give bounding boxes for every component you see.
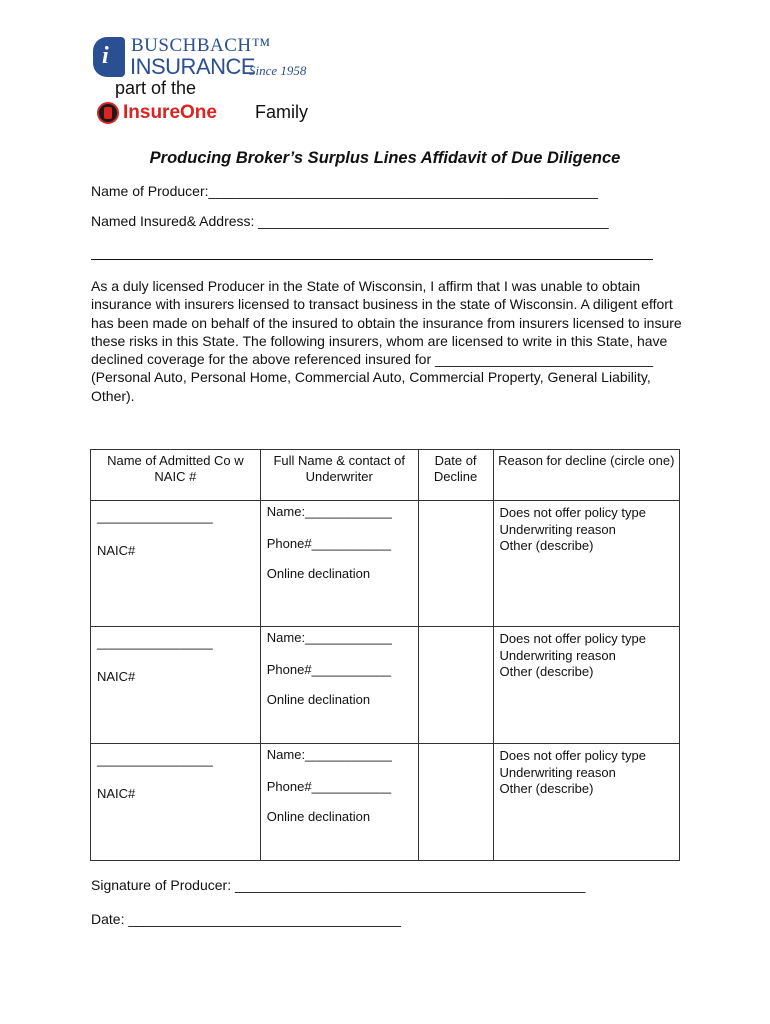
naic-label: NAIC# xyxy=(97,543,136,558)
underwriter-phone-blank[interactable]: Phone#___________ xyxy=(266,536,392,551)
insureone-logo-icon xyxy=(97,102,119,124)
company-name-blank[interactable]: ________________ xyxy=(97,635,213,650)
underwriter-cell[interactable] xyxy=(260,627,418,744)
reason-option-no-policy[interactable]: Does not offer policy type xyxy=(499,631,646,646)
reason-option-other[interactable]: Other (describe) xyxy=(499,781,594,796)
underwriter-name-blank[interactable]: Name:____________ xyxy=(266,504,392,519)
underwriter-name-blank[interactable]: Name:____________ xyxy=(266,747,392,762)
header-underwriter: Full Name & contact of Underwriter xyxy=(260,450,418,501)
table-row xyxy=(91,744,680,861)
company-logo xyxy=(93,34,333,134)
reason-option-no-policy[interactable]: Does not offer policy type xyxy=(499,748,646,763)
decline-date-cell[interactable] xyxy=(418,501,493,627)
company-cell[interactable] xyxy=(91,627,261,744)
company-name-blank[interactable]: ________________ xyxy=(97,509,213,524)
underwriter-phone-blank[interactable]: Phone#___________ xyxy=(266,779,392,794)
naic-label: NAIC# xyxy=(97,786,136,801)
reason-option-other[interactable]: Other (describe) xyxy=(499,664,594,679)
reason-cell xyxy=(493,744,679,861)
header-date: Date of Decline xyxy=(418,450,493,501)
reason-cell xyxy=(493,501,679,627)
reason-option-underwriting[interactable]: Underwriting reason xyxy=(499,521,616,537)
table-row xyxy=(91,501,680,627)
underwriter-cell[interactable] xyxy=(260,501,418,627)
company-cell[interactable] xyxy=(91,501,261,627)
underwriter-phone-blank[interactable]: Phone#___________ xyxy=(266,662,392,677)
brand-name-top: BUSCHBACH™ xyxy=(131,35,271,56)
naic-label: NAIC# xyxy=(97,669,136,684)
company-cell[interactable] xyxy=(91,744,261,861)
table-header-row xyxy=(91,450,680,501)
declination-table xyxy=(90,449,680,861)
brand-name-bottom: INSURANCE xyxy=(130,54,256,79)
reason-cell xyxy=(493,627,679,744)
online-declination-label: Online declination xyxy=(266,809,371,824)
affirmation-paragraph: As a duly licensed Producer in the State of Wisconsin, I affirm that I was unable to obtain insurance with insurers licensed to transact business in the state of Wisconsin. A diligent effort has been made on behalf of the insured to obtain the insurance from insurers licensed to insure these risks in this State. The following insurers, whom are licensed to write in this State, have declined coverage for the above referenced insured for ____________________________ (Personal Auto, Personal Home, Commercial Auto, Commercial Property, General Liability, Other). xyxy=(91,278,682,404)
reason-option-underwriting[interactable]: Underwriting reason xyxy=(499,647,616,663)
insured-address-line-2[interactable] xyxy=(91,259,653,260)
producer-name-field[interactable]: Name of Producer:__________________________________________________ xyxy=(91,183,598,199)
decline-date-cell[interactable] xyxy=(418,627,493,744)
underwriter-name-blank[interactable]: Name:____________ xyxy=(266,630,392,645)
underwriter-cell[interactable] xyxy=(260,744,418,861)
table-row xyxy=(91,627,680,744)
reason-option-no-policy[interactable]: Does not offer policy type xyxy=(499,505,646,520)
decline-date-cell[interactable] xyxy=(418,744,493,861)
signature-field[interactable]: Signature of Producer: _____________________________________________ xyxy=(91,877,586,893)
date-field[interactable]: Date: ___________________________________ xyxy=(91,911,401,927)
reason-option-underwriting[interactable]: Underwriting reason xyxy=(499,764,616,780)
header-reason: Reason for decline (circle one) xyxy=(493,450,679,501)
online-declination-label: Online declination xyxy=(266,566,371,581)
insureone-brand: InsureOne xyxy=(123,102,217,123)
header-company: Name of Admitted Co w NAIC # xyxy=(91,450,261,501)
company-name-blank[interactable]: ________________ xyxy=(97,752,213,767)
insured-address-field[interactable]: Named Insured& Address: _____________________________________________ xyxy=(91,213,609,229)
part-of-text: part of the xyxy=(115,78,197,98)
brand-since: Since 1958 xyxy=(249,63,307,78)
family-text: Family xyxy=(255,102,308,122)
online-declination-label: Online declination xyxy=(266,692,371,707)
reason-option-other[interactable]: Other (describe) xyxy=(499,538,594,553)
document-title: Producing Broker’s Surplus Lines Affidavit of Due Diligence xyxy=(149,149,621,167)
buschbach-logo-icon: i xyxy=(93,37,125,77)
